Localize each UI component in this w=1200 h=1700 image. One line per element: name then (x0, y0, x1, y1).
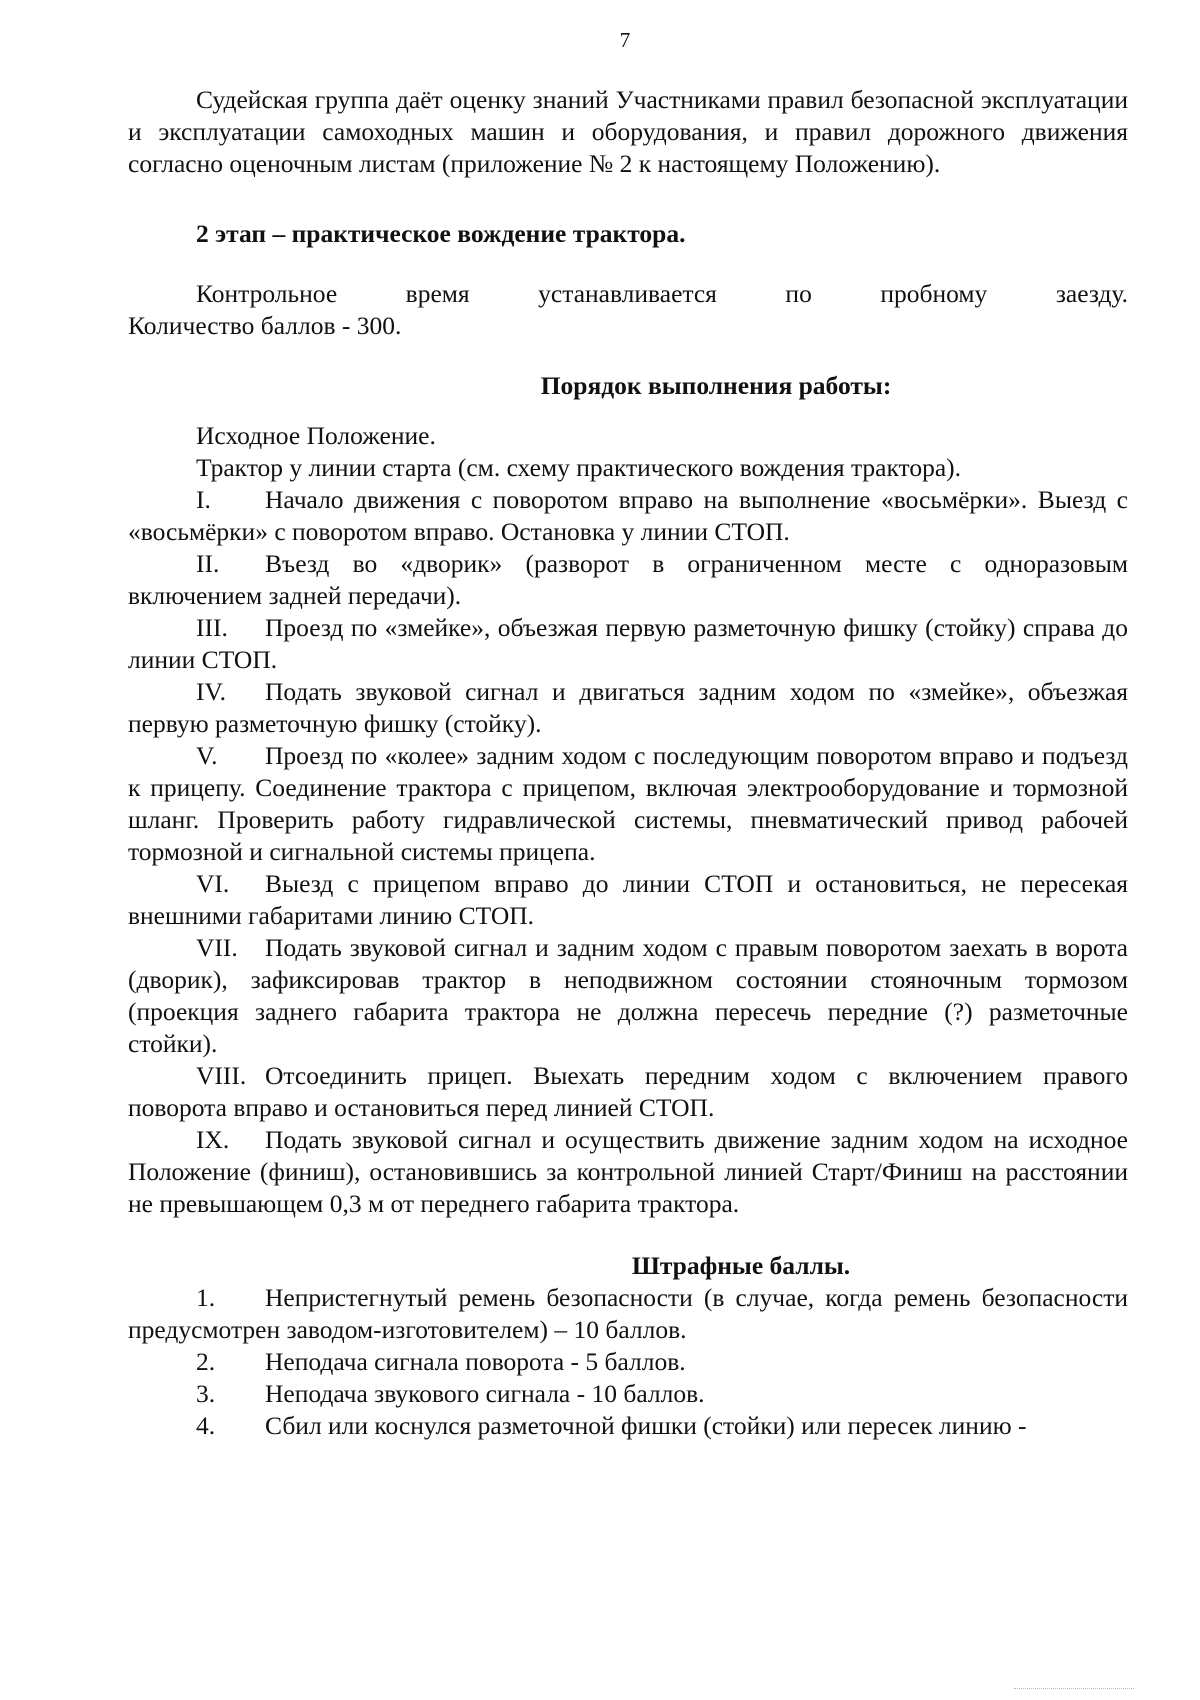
penalty-text: Непристегнутый ремень безопасности (в случае, когда ремень безопасности предусмотрен заводом-изготовителем) – 10 баллов. (128, 1283, 1128, 1344)
step-text: Въезд во «дворик» (разворот в ограниченном месте с одноразовым включением задней передачи). (128, 549, 1128, 610)
document-body (128, 84, 1128, 1442)
procedure-heading: Порядок выполнения работы: (540, 371, 892, 400)
step-text: Проезд по «змейке», объезжая первую разметочную фишку (стойку) справа до линии СТОП. (128, 613, 1128, 674)
step-text: Отсоединить прицеп. Выехать передним ходом с включением правого поворота вправо и остановиться перед линией СТОП. (128, 1061, 1128, 1122)
step-item (128, 1124, 1128, 1220)
step-number: IX. (196, 1125, 230, 1154)
penalty-item (128, 1378, 1128, 1410)
initial-position-label: Исходное Положение. (196, 421, 436, 450)
steps-list (128, 484, 1128, 1220)
step-text: Проезд по «колее» задним ходом с последующим поворотом вправо и подъезд к прицепу. Соединение трактора с прицепом, включая электрооборудование и тормозной шланг. Проверить работу гидравлической системы, пневматический привод рабочей тормозной и сигнальной системы прицепа. (128, 741, 1128, 866)
step-number: IV. (196, 677, 226, 706)
step-text: Выезд с прицепом вправо до линии СТОП и остановиться, не пересекая внешними габаритами линию СТОП. (128, 869, 1128, 930)
step-item (128, 740, 1128, 868)
step-number: VI. (196, 869, 230, 898)
step-number: VII. (196, 933, 238, 962)
control-time-line1: Контрольное время устанавливается по пробному заезду. (196, 279, 1128, 308)
penalties-list (128, 1282, 1128, 1442)
penalty-item (128, 1346, 1128, 1378)
step-item (128, 868, 1128, 932)
penalty-text: Неподача сигнала поворота - 5 баллов. (265, 1347, 686, 1376)
stage2-heading: 2 этап – практическое вождение трактора. (196, 219, 686, 248)
penalty-item (128, 1282, 1128, 1346)
intro-paragraph: Судейская группа даёт оценку знаний Участниками правил безопасной эксплуатации и эксплуатации самоходных машин и оборудования, и правил дорожного движения согласно оценочным листам (приложение № 2 к настоящему Положению). (128, 85, 1128, 178)
penalty-heading: Штрафные баллы. (631, 1251, 851, 1280)
step-number: III. (196, 613, 228, 642)
penalty-number: 1. (196, 1283, 216, 1312)
penalty-number: 3. (196, 1379, 216, 1408)
initial-position-text: Трактор у линии старта (см. схему практического вождения трактора). (196, 453, 962, 482)
page-number: 7 (619, 28, 631, 52)
control-time-line2: Количество баллов - 300. (128, 311, 402, 340)
scan-artifact-line (1014, 1688, 1134, 1691)
step-text: Начало движения с поворотом вправо на выполнение «восьмёрки». Выезд с «восьмёрки» с поворотом вправо. Остановка у линии СТОП. (128, 485, 1128, 546)
step-item (128, 612, 1128, 676)
step-text: Подать звуковой сигнал и задним ходом с правым поворотом заехать в ворота (дворик), зафиксировав трактор в неподвижном состоянии стояночным тормозом (проекция заднего габарита трактора не должна пересечь передние (?) разметочные стойки). (128, 933, 1128, 1058)
step-item (128, 932, 1128, 1060)
step-item (128, 484, 1128, 548)
penalty-item (128, 1410, 1128, 1442)
step-number: VIII. (196, 1061, 247, 1090)
penalty-text: Неподача звукового сигнала - 10 баллов. (265, 1379, 705, 1408)
step-number: V. (196, 741, 218, 770)
step-number: II. (196, 549, 220, 578)
step-number: I. (196, 485, 211, 514)
penalty-number: 2. (196, 1347, 216, 1376)
penalty-number: 4. (196, 1411, 216, 1440)
step-item (128, 676, 1128, 740)
step-item (128, 1060, 1128, 1124)
step-text: Подать звуковой сигнал и осуществить движение задним ходом на исходное Положение (финиш), остановившись за контрольной линией Старт/Финиш на расстоянии не превышающем 0,3 м от переднего габарита трактора. (128, 1125, 1128, 1218)
penalty-text: Сбил или коснулся разметочной фишки (стойки) или пересек линию - (265, 1411, 1027, 1440)
step-item (128, 548, 1128, 612)
step-text: Подать звуковой сигнал и двигаться задним ходом по «змейке», объезжая первую разметочную фишку (стойку). (128, 677, 1128, 738)
